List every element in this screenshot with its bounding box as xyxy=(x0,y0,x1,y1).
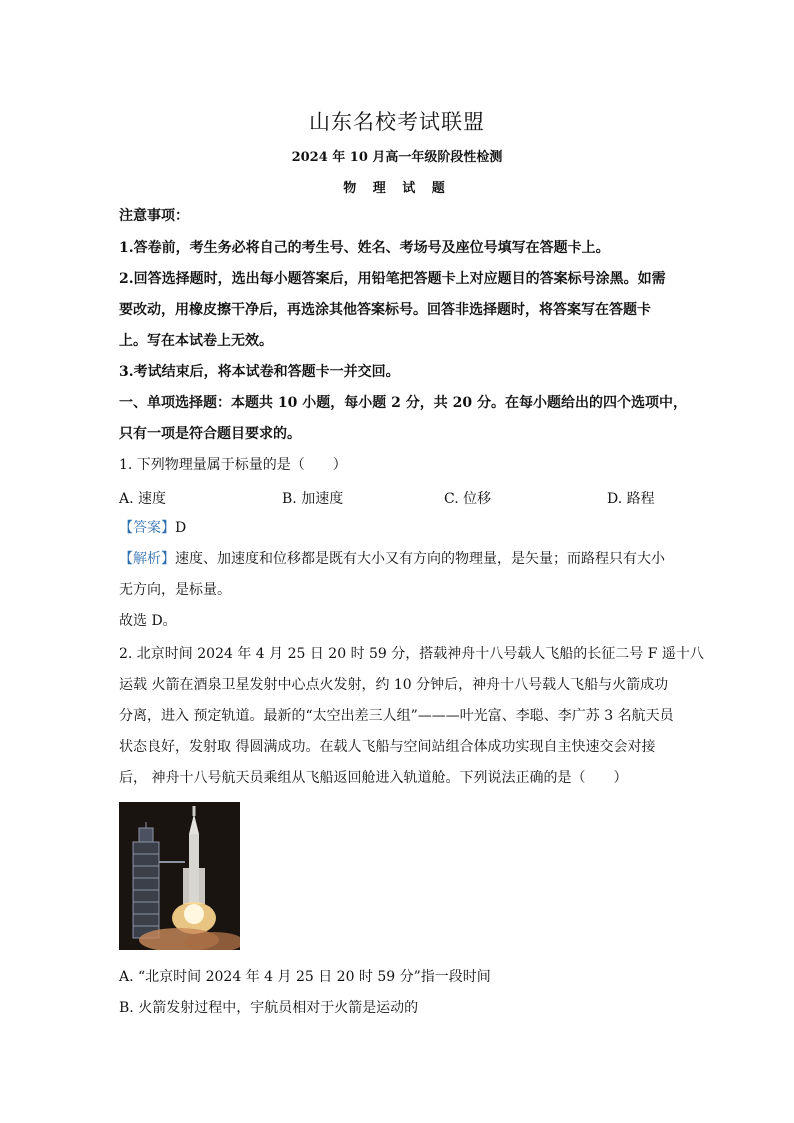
answer-value: D xyxy=(175,520,187,536)
q1-conclusion: 故选 D。 xyxy=(119,613,177,629)
q1-stem: 1. 下列物理量属于标量的是（ ） xyxy=(119,457,347,473)
analysis-text: 速度、加速度和位移都是既有大小又有方向的物理量，是矢量；而路程只有大小 xyxy=(175,551,665,567)
analysis-tag: 【解析】 xyxy=(119,551,175,567)
q1-option-a: A. 速度 xyxy=(119,491,167,507)
rocket-launch-illustration xyxy=(119,802,240,950)
q2-option-b: B. 火箭发射过程中，宇航员相对于火箭是运动的 xyxy=(119,1000,419,1016)
q1-answer xyxy=(119,519,679,537)
note-2-line-1: 2.回答选择题时，选出每小题答案后，用铅笔把答题卡上对应题目的答案标号涂黑。如需 xyxy=(119,271,666,287)
q1-option-c: C. 位移 xyxy=(444,491,492,507)
exam-title: 山东名校考试联盟 xyxy=(309,110,485,134)
notes-heading: 注意事项： xyxy=(119,208,189,224)
q2-stem-line-4: 状态良好，发射取 得圆满成功。在载人飞船与空间站组合体成功实现自主快速交会对接 xyxy=(119,739,656,755)
q2-option-a: A. “北京时间 2024 年 4 月 25 日 20 时 59 分”指一段时间 xyxy=(119,969,491,985)
note-2-line-2: 要改动，用橡皮擦干净后，再选涂其他答案标号。回答非选择题时，将答案写在答题卡 xyxy=(119,302,651,318)
q1-analysis-line-2: 无方向，是标量。 xyxy=(119,582,231,598)
q2-stem-line-1: 2. 北京时间 2024 年 4 月 25 日 20 时 59 分，搭载神舟十八号载人飞船的长征二号 F 遥十八 xyxy=(119,646,704,662)
exam-subject: 物 理 试 题 xyxy=(343,181,451,196)
q2-stem-line-2: 运载 火箭在酒泉卫星发射中心点火发射，约 10 分钟后，神舟十八号载人飞船与火箭成功 xyxy=(119,677,669,693)
q2-stem-line-5: 后， 神舟十八号航天员乘组从飞船返回舱进入轨道舱。下列说法正确的是（ ） xyxy=(119,770,628,786)
q1-analysis-line-1 xyxy=(119,550,679,568)
q1-option-d: D. 路程 xyxy=(607,491,655,507)
q2-stem-line-3: 分离，进入 预定轨道。最新的“太空出差三人组”———叶光富、李聪、李广苏 3 名航天员 xyxy=(119,708,674,724)
rocket-launch-photo xyxy=(119,802,240,950)
note-1: 1.答卷前，考生务必将自己的考生号、姓名、考场号及座位号填写在答题卡上。 xyxy=(119,240,610,256)
q1-option-b: B. 加速度 xyxy=(282,491,344,507)
note-3: 3.考试结束后，将本试卷和答题卡一并交回。 xyxy=(119,364,400,380)
section-heading-line-1: 一、单项选择题：本题共 10 小题，每小题 2 分，共 20 分。在每小题给出的四个选项中， xyxy=(119,395,687,411)
section-heading-line-2: 只有一项是符合题目要求的。 xyxy=(119,426,301,442)
exam-subtitle: 2024 年 10 月高一年级阶段性检测 xyxy=(291,150,503,165)
note-2-line-3: 上。写在本试卷上无效。 xyxy=(119,333,273,349)
answer-tag: 【答案】 xyxy=(119,520,175,536)
